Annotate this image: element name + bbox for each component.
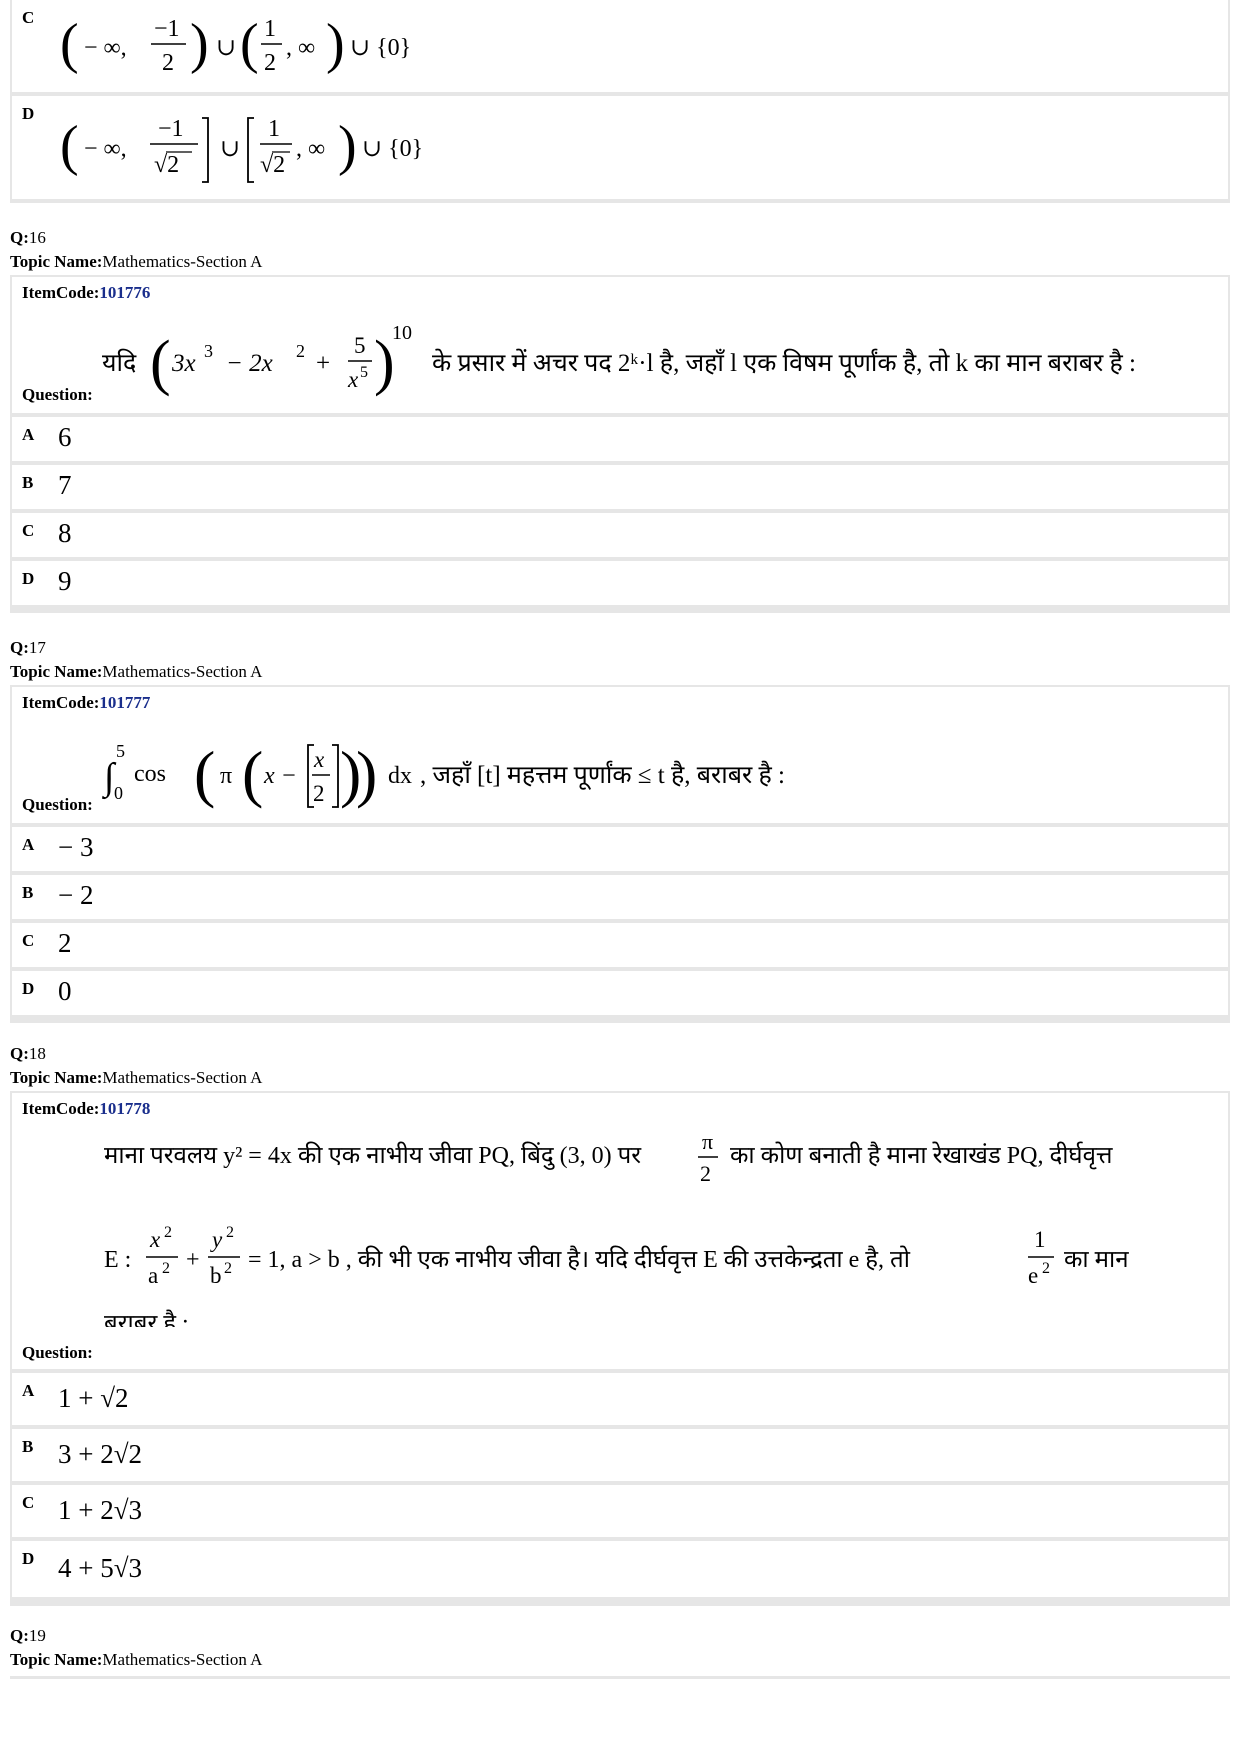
option-label: D bbox=[22, 569, 35, 588]
option-row[interactable] bbox=[12, 971, 1228, 1015]
option-label: C bbox=[22, 1493, 35, 1512]
question-label: Question: bbox=[22, 385, 93, 404]
svg-text:3: 3 bbox=[204, 341, 213, 361]
topic-name: Topic Name:Mathematics-Section A bbox=[10, 252, 263, 271]
svg-text:− 2x: − 2x bbox=[226, 350, 273, 377]
svg-text:dx: dx bbox=[388, 763, 412, 789]
math-option-c bbox=[46, 0, 446, 90]
question-number: Q:16 bbox=[10, 228, 46, 247]
svg-text:E :: E : bbox=[104, 1247, 132, 1273]
option-label: C bbox=[22, 931, 35, 950]
option-value: 2 bbox=[46, 923, 1228, 967]
option-label: D bbox=[22, 979, 35, 998]
svg-text:): ) bbox=[356, 738, 378, 809]
option-label: A bbox=[22, 835, 35, 854]
svg-text:(: ( bbox=[150, 329, 171, 397]
svg-text:): ) bbox=[374, 329, 395, 397]
svg-text:cos: cos bbox=[134, 761, 166, 787]
svg-text:e: e bbox=[1028, 1263, 1039, 1288]
option-value: 4 + 5√3 bbox=[46, 1541, 1228, 1597]
option-row[interactable] bbox=[12, 96, 1228, 199]
option-value: 6 bbox=[46, 417, 1228, 461]
item-code: ItemCode:101778 bbox=[22, 1099, 151, 1118]
svg-text:3x: 3x bbox=[172, 350, 196, 377]
svg-text:x: x bbox=[150, 1227, 161, 1252]
option-value: − 2 bbox=[46, 875, 1228, 919]
question-text bbox=[102, 313, 1222, 420]
topic-name: Topic Name:Mathematics-Section A bbox=[10, 662, 263, 681]
svg-text:2: 2 bbox=[1042, 1260, 1050, 1277]
svg-text:x: x bbox=[348, 367, 359, 392]
question-label: Question: bbox=[22, 795, 93, 814]
option-row[interactable] bbox=[12, 1485, 1228, 1537]
svg-text:x: x bbox=[314, 747, 325, 772]
question-row bbox=[12, 687, 1228, 823]
svg-text:(: ( bbox=[194, 738, 216, 809]
option-row[interactable] bbox=[12, 923, 1228, 967]
option-label: D bbox=[22, 1549, 35, 1568]
question-header bbox=[10, 1042, 262, 1090]
svg-text:− ∞,: − ∞, bbox=[84, 136, 127, 162]
question-box bbox=[10, 1091, 1230, 1606]
svg-text:a: a bbox=[148, 1263, 159, 1288]
question-row bbox=[12, 277, 1228, 413]
option-value: − 3 bbox=[46, 827, 1228, 871]
divider bbox=[10, 1676, 1230, 1679]
svg-text:2: 2 bbox=[296, 341, 305, 361]
option-row[interactable] bbox=[12, 875, 1228, 919]
option-value: 1 + 2√3 bbox=[46, 1485, 1228, 1537]
svg-text:∪ {0}: ∪ {0} bbox=[362, 136, 424, 162]
svg-text:b: b bbox=[210, 1263, 222, 1288]
svg-text:∪: ∪ bbox=[216, 35, 237, 61]
svg-text:−1: −1 bbox=[154, 16, 180, 42]
svg-text:π: π bbox=[220, 763, 233, 789]
svg-text:√2: √2 bbox=[154, 152, 180, 178]
svg-text:,: , bbox=[296, 136, 302, 162]
svg-text:का कोण बनाती है माना रेखाखंड P: का कोण बनाती है माना रेखाखंड PQ, दीर्घवृत्त bbox=[730, 1143, 1113, 1169]
item-code: ItemCode:101777 bbox=[22, 693, 151, 712]
svg-text:(: ( bbox=[242, 738, 264, 809]
option-label: C bbox=[22, 521, 35, 540]
topic-name: Topic Name:Mathematics-Section A bbox=[10, 1650, 263, 1669]
svg-text:∪: ∪ bbox=[220, 136, 241, 162]
svg-text:1: 1 bbox=[268, 116, 280, 142]
option-value bbox=[46, 96, 1228, 199]
math-option-d bbox=[46, 96, 466, 196]
svg-text:∞: ∞ bbox=[308, 136, 326, 162]
svg-text:2: 2 bbox=[226, 1224, 234, 1241]
option-label: B bbox=[22, 473, 34, 492]
svg-text:+: + bbox=[316, 350, 331, 377]
svg-text:का मान: का मान bbox=[1064, 1247, 1129, 1273]
option-label: B bbox=[22, 883, 34, 902]
svg-text:(: ( bbox=[240, 13, 259, 75]
svg-text:2: 2 bbox=[700, 1161, 711, 1186]
svg-text:): ) bbox=[340, 738, 362, 809]
option-value: 1 + √2 bbox=[46, 1373, 1228, 1425]
svg-text:√2: √2 bbox=[260, 152, 286, 178]
svg-text:): ) bbox=[190, 13, 209, 75]
svg-text:= 1, a > b , की भी एक नाभीय जी: = 1, a > b , की भी एक नाभीय जीवा है। यदि दीर्घवृत्त E की उत्तकेन्द्रता e है, तो bbox=[248, 1247, 910, 1273]
question-header bbox=[10, 1624, 262, 1672]
svg-text:5: 5 bbox=[360, 364, 368, 381]
question-number: Q:18 bbox=[10, 1044, 46, 1063]
svg-text:− ∞,: − ∞, bbox=[84, 35, 127, 61]
question-number: Q:19 bbox=[10, 1626, 46, 1645]
question-header bbox=[10, 636, 262, 684]
svg-text:5: 5 bbox=[354, 333, 366, 358]
svg-text:2: 2 bbox=[224, 1260, 232, 1277]
svg-text:−1: −1 bbox=[158, 116, 184, 142]
item-code: ItemCode:101776 bbox=[22, 283, 151, 302]
svg-text:+: + bbox=[186, 1247, 200, 1273]
option-label: B bbox=[22, 1437, 34, 1456]
option-row[interactable] bbox=[12, 1373, 1228, 1425]
svg-text:यदि: यदि bbox=[102, 350, 137, 377]
option-label: C bbox=[22, 8, 35, 27]
svg-text:∪ {0}: ∪ {0} bbox=[350, 35, 412, 61]
svg-text:1: 1 bbox=[1034, 1227, 1046, 1252]
option-row[interactable] bbox=[12, 465, 1228, 509]
option-value: 7 bbox=[46, 465, 1228, 509]
option-value: 9 bbox=[46, 561, 1228, 605]
option-row[interactable] bbox=[12, 417, 1228, 461]
svg-text:): ) bbox=[326, 13, 345, 75]
question-box bbox=[10, 275, 1230, 613]
svg-text:,: , bbox=[286, 35, 292, 61]
svg-text:10: 10 bbox=[392, 322, 412, 344]
svg-text:x −: x − bbox=[264, 763, 297, 789]
svg-text:5: 5 bbox=[116, 741, 125, 761]
question-box bbox=[10, 685, 1230, 1023]
svg-text:, जहाँ [t] महत्तम पूर्णांक ≤ t: , जहाँ [t] महत्तम पूर्णांक ≤ t है, बराबर है : bbox=[420, 762, 785, 789]
svg-text:माना परवलय y² = 4x की एक नाभीय: माना परवलय y² = 4x की एक नाभीय जीवा PQ, बिंदु (3, 0) पर bbox=[104, 1143, 642, 1169]
svg-text:2: 2 bbox=[264, 50, 276, 76]
option-row[interactable] bbox=[12, 1541, 1228, 1597]
question-header bbox=[10, 226, 262, 274]
svg-text:2: 2 bbox=[313, 781, 325, 806]
option-row[interactable] bbox=[12, 827, 1228, 871]
svg-text:बराबर है :: बराबर है : bbox=[104, 1311, 189, 1327]
option-value: 3 + 2√2 bbox=[46, 1429, 1228, 1481]
question-text bbox=[104, 1127, 1214, 1334]
svg-text:के प्रसार में अचर पद 2ᵏ·l है,: के प्रसार में अचर पद 2ᵏ·l है, जहाँ l एक विषम पूर्णांक है, तो k का मान बराबर है : bbox=[432, 350, 1137, 377]
question-row bbox=[12, 1093, 1228, 1369]
svg-text:(: ( bbox=[60, 13, 79, 75]
option-label: A bbox=[22, 1381, 35, 1400]
svg-text:): ) bbox=[338, 115, 357, 177]
svg-text:∫: ∫ bbox=[104, 756, 115, 798]
topic-name: Topic Name:Mathematics-Section A bbox=[10, 1068, 263, 1087]
option-row[interactable] bbox=[12, 0, 1228, 92]
option-value: 0 bbox=[46, 971, 1228, 1015]
option-label: D bbox=[22, 104, 35, 123]
question-text bbox=[102, 723, 902, 830]
question-number: Q:17 bbox=[10, 638, 46, 657]
svg-text:∞: ∞ bbox=[298, 35, 316, 61]
option-value bbox=[46, 0, 1228, 92]
svg-text:0: 0 bbox=[114, 783, 123, 803]
svg-text:2: 2 bbox=[162, 1260, 170, 1277]
option-row[interactable] bbox=[12, 1429, 1228, 1481]
svg-text:1: 1 bbox=[264, 16, 276, 42]
svg-text:π: π bbox=[702, 1129, 714, 1154]
svg-text:(: ( bbox=[60, 115, 79, 177]
prev-options-box bbox=[10, 0, 1230, 203]
svg-text:2: 2 bbox=[162, 50, 174, 76]
option-row[interactable] bbox=[12, 513, 1228, 557]
option-value: 8 bbox=[46, 513, 1228, 557]
svg-text:2: 2 bbox=[164, 1224, 172, 1241]
option-label: A bbox=[22, 425, 35, 444]
option-row[interactable] bbox=[12, 561, 1228, 605]
question-label: Question: bbox=[22, 1343, 93, 1362]
svg-text:y: y bbox=[212, 1227, 223, 1252]
